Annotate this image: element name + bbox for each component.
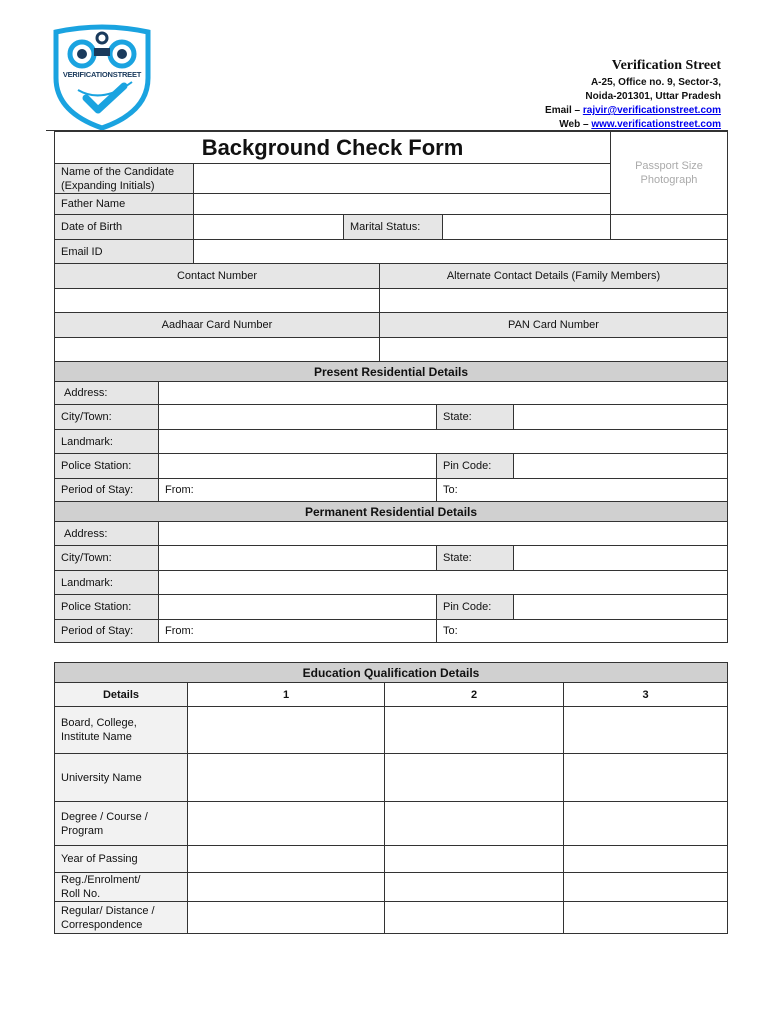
father-name-label bbox=[54, 193, 194, 215]
education-col-1-text: 1 bbox=[282, 688, 290, 701]
permanent-city-label-text: City/Town: bbox=[61, 552, 112, 564]
education-degree-3-field[interactable] bbox=[563, 801, 728, 846]
permanent-state-label-text: State: bbox=[443, 552, 472, 564]
email-label: Email – bbox=[545, 105, 583, 116]
permanent-state-field[interactable] bbox=[513, 545, 728, 571]
present-to-label: To: bbox=[443, 484, 458, 496]
dob-field[interactable] bbox=[193, 214, 344, 240]
address-line-2: Noida-201301, Uttar Pradesh bbox=[585, 91, 721, 102]
permanent-address-label-text: Address: bbox=[64, 527, 108, 540]
education-row-degree-line-2: Program bbox=[61, 824, 104, 837]
education-col-3 bbox=[563, 682, 728, 707]
present-pin-label bbox=[436, 453, 514, 479]
photo-placeholder-line-1: Passport Size bbox=[635, 160, 703, 172]
present-city-label-text: City/Town: bbox=[61, 411, 112, 423]
permanent-city-field[interactable] bbox=[158, 545, 437, 571]
education-degree-1-field[interactable] bbox=[187, 801, 385, 846]
dob-label bbox=[54, 214, 194, 240]
permanent-state-label bbox=[436, 545, 514, 571]
candidate-name-label bbox=[54, 163, 194, 194]
education-col-details-text: Details bbox=[102, 688, 140, 701]
marital-status-label bbox=[343, 214, 443, 240]
permanent-police-field[interactable] bbox=[158, 594, 437, 620]
aadhaar-field[interactable] bbox=[54, 337, 380, 362]
education-board-2-field[interactable] bbox=[384, 706, 564, 754]
present-from-field[interactable] bbox=[158, 478, 437, 502]
present-address-label bbox=[54, 381, 159, 405]
permanent-pin-field[interactable] bbox=[513, 594, 728, 620]
education-row-degree-label bbox=[54, 801, 188, 846]
marital-status-label-text: Marital Status: bbox=[350, 221, 421, 233]
education-section-header bbox=[54, 662, 728, 683]
education-col-3-text: 3 bbox=[642, 688, 649, 701]
email-line bbox=[421, 104, 721, 118]
present-period-label-text: Period of Stay: bbox=[61, 484, 134, 496]
education-row-board-label bbox=[54, 706, 188, 754]
education-row-mode-line-1: Regular/ Distance / bbox=[61, 904, 155, 917]
education-year-2-field[interactable] bbox=[384, 845, 564, 873]
present-city-field[interactable] bbox=[158, 404, 437, 430]
present-address-label-text: Address: bbox=[64, 387, 108, 399]
education-university-3-field[interactable] bbox=[563, 753, 728, 802]
permanent-from-label: From: bbox=[165, 625, 194, 637]
permanent-period-label-text: Period of Stay: bbox=[61, 625, 134, 637]
permanent-city-label bbox=[54, 545, 159, 571]
present-section-header bbox=[54, 361, 728, 382]
present-from-label: From: bbox=[165, 484, 194, 496]
alternate-contact-header bbox=[379, 263, 728, 289]
permanent-section-title: Permanent Residential Details bbox=[304, 504, 478, 519]
logo-text: VERIFICATIONSTREET bbox=[62, 70, 142, 79]
permanent-pin-label bbox=[436, 594, 514, 620]
education-reg-2-field[interactable] bbox=[384, 872, 564, 902]
email-id-label-text: Email ID bbox=[61, 245, 103, 258]
education-row-year-text: Year of Passing bbox=[61, 853, 138, 865]
present-state-field[interactable] bbox=[513, 404, 728, 430]
present-to-field[interactable] bbox=[436, 478, 728, 502]
permanent-period-label bbox=[54, 619, 159, 643]
education-row-reg-line-2: Roll No. bbox=[61, 888, 101, 900]
permanent-to-field[interactable] bbox=[436, 619, 728, 643]
company-name: Verification Street bbox=[611, 58, 721, 73]
present-pin-field[interactable] bbox=[513, 453, 728, 479]
permanent-section-header bbox=[54, 501, 728, 522]
education-row-degree-line-1: Degree / Course / bbox=[61, 810, 148, 823]
permanent-police-label-text: Police Station: bbox=[61, 601, 132, 613]
education-mode-3-field[interactable] bbox=[563, 901, 728, 934]
email-link[interactable]: rajvir@verificationstreet.com bbox=[582, 105, 721, 116]
marital-status-field[interactable] bbox=[442, 214, 611, 240]
pan-header bbox=[379, 312, 728, 338]
education-row-mode-line-2: Correspondence bbox=[61, 918, 143, 931]
present-state-label-text: State: bbox=[443, 411, 472, 423]
father-name-field[interactable] bbox=[193, 193, 611, 215]
present-section-title: Present Residential Details bbox=[313, 364, 469, 379]
photo-placeholder-line-2: Photograph bbox=[640, 174, 698, 186]
present-address-field[interactable] bbox=[158, 381, 728, 405]
education-year-3-field[interactable] bbox=[563, 845, 728, 873]
contact-number-header bbox=[54, 263, 380, 289]
present-police-field[interactable] bbox=[158, 453, 437, 479]
address-line-1: A-25, Office no. 9, Sector-3, bbox=[590, 77, 721, 88]
permanent-from-field[interactable] bbox=[158, 619, 437, 643]
contact-number-header-text: Contact Number bbox=[176, 270, 258, 282]
education-col-details bbox=[54, 682, 188, 707]
photo-placeholder[interactable] bbox=[610, 131, 728, 215]
alternate-contact-field[interactable] bbox=[379, 288, 728, 313]
permanent-police-label bbox=[54, 594, 159, 620]
education-col-1 bbox=[187, 682, 385, 707]
aadhaar-header bbox=[54, 312, 380, 338]
contact-number-field[interactable] bbox=[54, 288, 380, 313]
form-title-text: Background Check Form bbox=[201, 135, 464, 160]
present-landmark-label-text: Landmark: bbox=[61, 435, 113, 448]
web-label: Web – bbox=[559, 119, 592, 130]
company-logo bbox=[48, 24, 156, 132]
permanent-landmark-label bbox=[54, 570, 159, 595]
present-city-label bbox=[54, 404, 159, 430]
pan-header-text: PAN Card Number bbox=[508, 319, 599, 331]
form-title bbox=[54, 131, 611, 164]
dob-label-text: Date of Birth bbox=[61, 221, 123, 233]
pan-field[interactable] bbox=[379, 337, 728, 362]
present-landmark-field[interactable] bbox=[158, 429, 728, 454]
candidate-name-label-line-1: Name of the Candidate bbox=[61, 165, 175, 178]
education-col-2 bbox=[384, 682, 564, 707]
alternate-contact-header-text: Alternate Contact Details (Family Members) bbox=[446, 270, 661, 282]
email-id-field[interactable] bbox=[193, 239, 728, 264]
education-university-1-field[interactable] bbox=[187, 753, 385, 802]
education-reg-1-field[interactable] bbox=[187, 872, 385, 902]
permanent-landmark-label-text: Landmark: bbox=[61, 576, 113, 589]
web-link[interactable]: www.verificationstreet.com bbox=[591, 119, 721, 130]
marital-status-extra-field[interactable] bbox=[610, 214, 728, 240]
education-board-1-field[interactable] bbox=[187, 706, 385, 754]
education-row-mode-label bbox=[54, 901, 188, 934]
education-year-1-field[interactable] bbox=[187, 845, 385, 873]
permanent-pin-label-text: Pin Code: bbox=[443, 601, 492, 613]
present-period-label bbox=[54, 478, 159, 502]
education-row-university-text: University Name bbox=[61, 771, 142, 784]
education-row-reg-label bbox=[54, 872, 188, 902]
present-pin-label-text: Pin Code: bbox=[443, 460, 492, 472]
company-address-block bbox=[421, 58, 721, 132]
education-university-2-field[interactable] bbox=[384, 753, 564, 802]
education-degree-2-field[interactable] bbox=[384, 801, 564, 846]
education-row-board-line-1: Board, College, bbox=[61, 717, 137, 729]
candidate-name-label-line-2: (Expanding Initials) bbox=[61, 179, 155, 192]
education-row-university-label bbox=[54, 753, 188, 802]
present-state-label bbox=[436, 404, 514, 430]
father-name-label-text: Father Name bbox=[61, 198, 126, 210]
education-col-2-text: 2 bbox=[470, 688, 478, 701]
education-board-3-field[interactable] bbox=[563, 706, 728, 754]
education-row-board-line-2: Institute Name bbox=[61, 731, 132, 743]
permanent-address-label bbox=[54, 521, 159, 546]
present-police-label bbox=[54, 453, 159, 479]
permanent-address-field[interactable] bbox=[158, 521, 728, 546]
aadhaar-header-text: Aadhaar Card Number bbox=[161, 319, 273, 331]
education-mode-2-field[interactable] bbox=[384, 901, 564, 934]
education-row-reg-line-1: Reg./Enrolment/ bbox=[61, 874, 141, 886]
education-section-title: Education Qualification Details bbox=[302, 665, 480, 680]
present-landmark-label bbox=[54, 429, 159, 454]
present-police-label-text: Police Station: bbox=[61, 460, 132, 472]
candidate-name-field[interactable] bbox=[193, 163, 611, 194]
education-reg-3-field[interactable] bbox=[563, 872, 728, 902]
permanent-to-label: To: bbox=[443, 625, 458, 637]
education-row-year-label bbox=[54, 845, 188, 873]
email-id-label bbox=[54, 239, 194, 264]
permanent-landmark-field[interactable] bbox=[158, 570, 728, 595]
education-mode-1-field[interactable] bbox=[187, 901, 385, 934]
